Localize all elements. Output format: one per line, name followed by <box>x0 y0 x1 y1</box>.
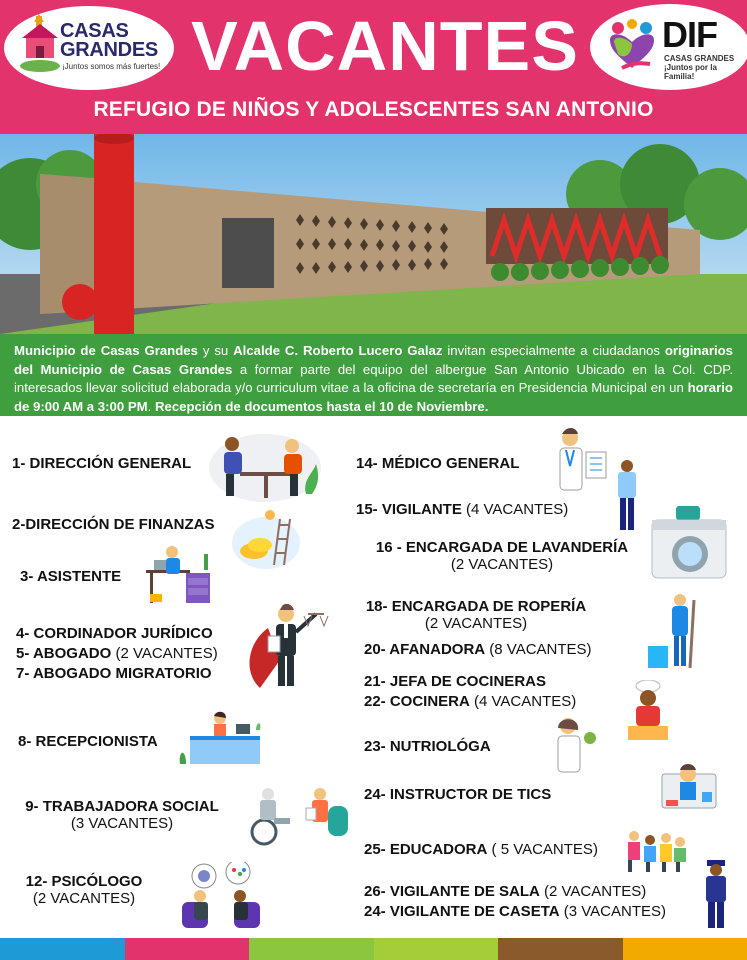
social-worker-illustration <box>246 782 350 848</box>
job-title: 24- INSTRUCTOR DE TICS <box>364 786 552 803</box>
children-illustration <box>622 826 690 876</box>
tics-instructor-illustration <box>658 760 720 818</box>
job-title: 2-DIRECCIÓN DE FINANZAS <box>12 516 215 533</box>
logo-right-line2: ¡Juntos por la Familia! <box>664 63 717 81</box>
job-item <box>364 883 646 900</box>
security-guard-illustration <box>698 858 734 930</box>
job-item <box>18 733 158 750</box>
job-title: 15- VIGILANTE <box>356 501 462 518</box>
job-item <box>14 873 154 907</box>
job-title: 26- VIGILANTE DE SALA <box>364 883 540 900</box>
logo-right-line1: CASAS GRANDES <box>664 54 735 63</box>
psychologist-illustration <box>176 862 266 932</box>
job-item <box>352 539 652 573</box>
job-title: 25- EDUCADORA <box>364 841 488 858</box>
job-title: 20- AFANADORA <box>364 641 486 658</box>
job-vacancies: (2 VACANTES) <box>539 883 647 900</box>
job-vacancies: (4 VACANTES) <box>461 501 569 518</box>
job-item <box>364 903 666 920</box>
strip-segment <box>0 938 125 960</box>
info-text-1: y su <box>197 343 234 358</box>
job-vacancies: (2 VACANTES) <box>424 615 528 632</box>
page-title: VACANTES <box>191 7 579 85</box>
logo-left-slogan: ¡Juntos somos más fuertes! <box>62 62 161 71</box>
job-vacancies: (4 VACANTES) <box>469 693 577 710</box>
info-originarios: originarios del Municipio de Casas Grandes <box>14 343 734 377</box>
receptionist-illustration <box>176 708 262 768</box>
job-item <box>12 455 191 472</box>
job-item <box>12 798 232 832</box>
job-item <box>364 738 491 755</box>
strip-segment <box>374 938 499 960</box>
job-title: 1- DIRECCIÓN GENERAL <box>12 455 192 472</box>
logo-left-name <box>60 22 158 60</box>
job-title: 8- RECEPCIONISTA <box>18 733 158 750</box>
job-title: 21- JEFA DE COCINERAS <box>364 673 546 690</box>
job-vacancies: (3 VACANTES) <box>70 815 174 832</box>
job-title: 12- PSICÓLOGO <box>25 873 143 890</box>
job-item <box>12 516 215 533</box>
logo-left-line2: GRANDES <box>60 39 158 61</box>
info-deadline: Recepción de documentos hasta el 10 de Noviembre. <box>154 398 489 414</box>
job-item <box>16 665 212 682</box>
guard-illustration <box>612 458 642 532</box>
cook-illustration <box>624 680 672 744</box>
job-vacancies: ( 5 VACANTES) <box>487 841 598 858</box>
info-alcalde: Alcalde C. Roberto Lucero Galaz <box>233 343 443 358</box>
logo-left-line1: CASAS <box>60 20 129 42</box>
job-title: 23- NUTRIOLÓGA <box>364 738 491 755</box>
lawyer-illustration <box>242 600 330 692</box>
logo-right-sub <box>664 54 747 81</box>
job-title: 14- MÉDICO GENERAL <box>356 455 520 472</box>
job-item <box>364 841 598 858</box>
job-vacancies: (8 VACANTES) <box>485 641 592 658</box>
job-title: 5- ABOGADO <box>16 645 112 662</box>
nutritionist-illustration <box>546 714 602 776</box>
info-horario: horario de 9:00 AM a 3:00 PM <box>14 380 733 414</box>
job-title: 4- CORDINADOR JURÍDICO <box>16 625 213 642</box>
info-text-4: . <box>147 398 155 414</box>
job-title: 24- VIGILANTE DE CASETA <box>364 903 560 920</box>
washing-machine-illustration <box>648 502 730 582</box>
job-item <box>16 645 218 662</box>
job-item <box>364 693 576 710</box>
info-text-3: a formar parte del equipo del albergue San Antonio Ubicado en la Col. CDP. interesados llevar solicitud elaborada y/o curriculum vitae a la oficina de secretaría en Presidencia Municipal en un <box>14 361 733 395</box>
job-item <box>364 641 592 658</box>
job-item <box>364 673 546 690</box>
info-municipio: Municipio de Casas Grandes <box>14 343 198 358</box>
money-stairs-illustration <box>230 505 302 571</box>
job-vacancies: (2 VACANTES) <box>111 645 218 662</box>
info-text-2: invitan especialmente a ciudadanos <box>442 343 665 358</box>
doctor-illustration <box>548 426 612 496</box>
job-item <box>356 501 568 518</box>
job-title: 22- COCINERA <box>364 693 470 710</box>
assistant-desk-illustration <box>142 544 216 608</box>
job-title: 7- ABOGADO MIGRATORIO <box>16 665 212 682</box>
job-vacancies: (2 VACANTES) <box>450 556 554 573</box>
job-item <box>356 455 519 472</box>
family-heart-icon <box>604 18 660 74</box>
job-title: 3- ASISTENTE <box>20 568 122 585</box>
house-icon <box>18 14 62 74</box>
job-item <box>348 598 604 632</box>
meeting-illustration <box>206 424 324 504</box>
strip-segment <box>623 938 747 960</box>
cleaner-illustration <box>644 590 704 672</box>
info-paragraph <box>0 334 747 416</box>
logo-right-name: DIF <box>662 14 717 55</box>
color-strip <box>0 938 747 960</box>
strip-segment <box>249 938 374 960</box>
header-banner <box>0 0 747 134</box>
job-item <box>16 625 213 642</box>
building-photo <box>0 134 747 334</box>
job-title: 16 - ENCARGADA DE LAVANDERÍA <box>375 539 629 556</box>
job-title: 18- ENCARGADA DE ROPERÍA <box>365 598 587 615</box>
job-vacancies: (3 VACANTES) <box>559 903 666 920</box>
job-vacancies: (2 VACANTES) <box>32 890 136 907</box>
job-title: 9- TRABAJADORA SOCIAL <box>25 798 219 815</box>
strip-segment <box>498 938 623 960</box>
strip-segment <box>125 938 250 960</box>
page-subtitle: REFUGIO DE NIÑOS Y ADOLESCENTES SAN ANTONIO <box>93 98 654 121</box>
job-item <box>20 568 121 585</box>
job-item <box>364 786 551 803</box>
